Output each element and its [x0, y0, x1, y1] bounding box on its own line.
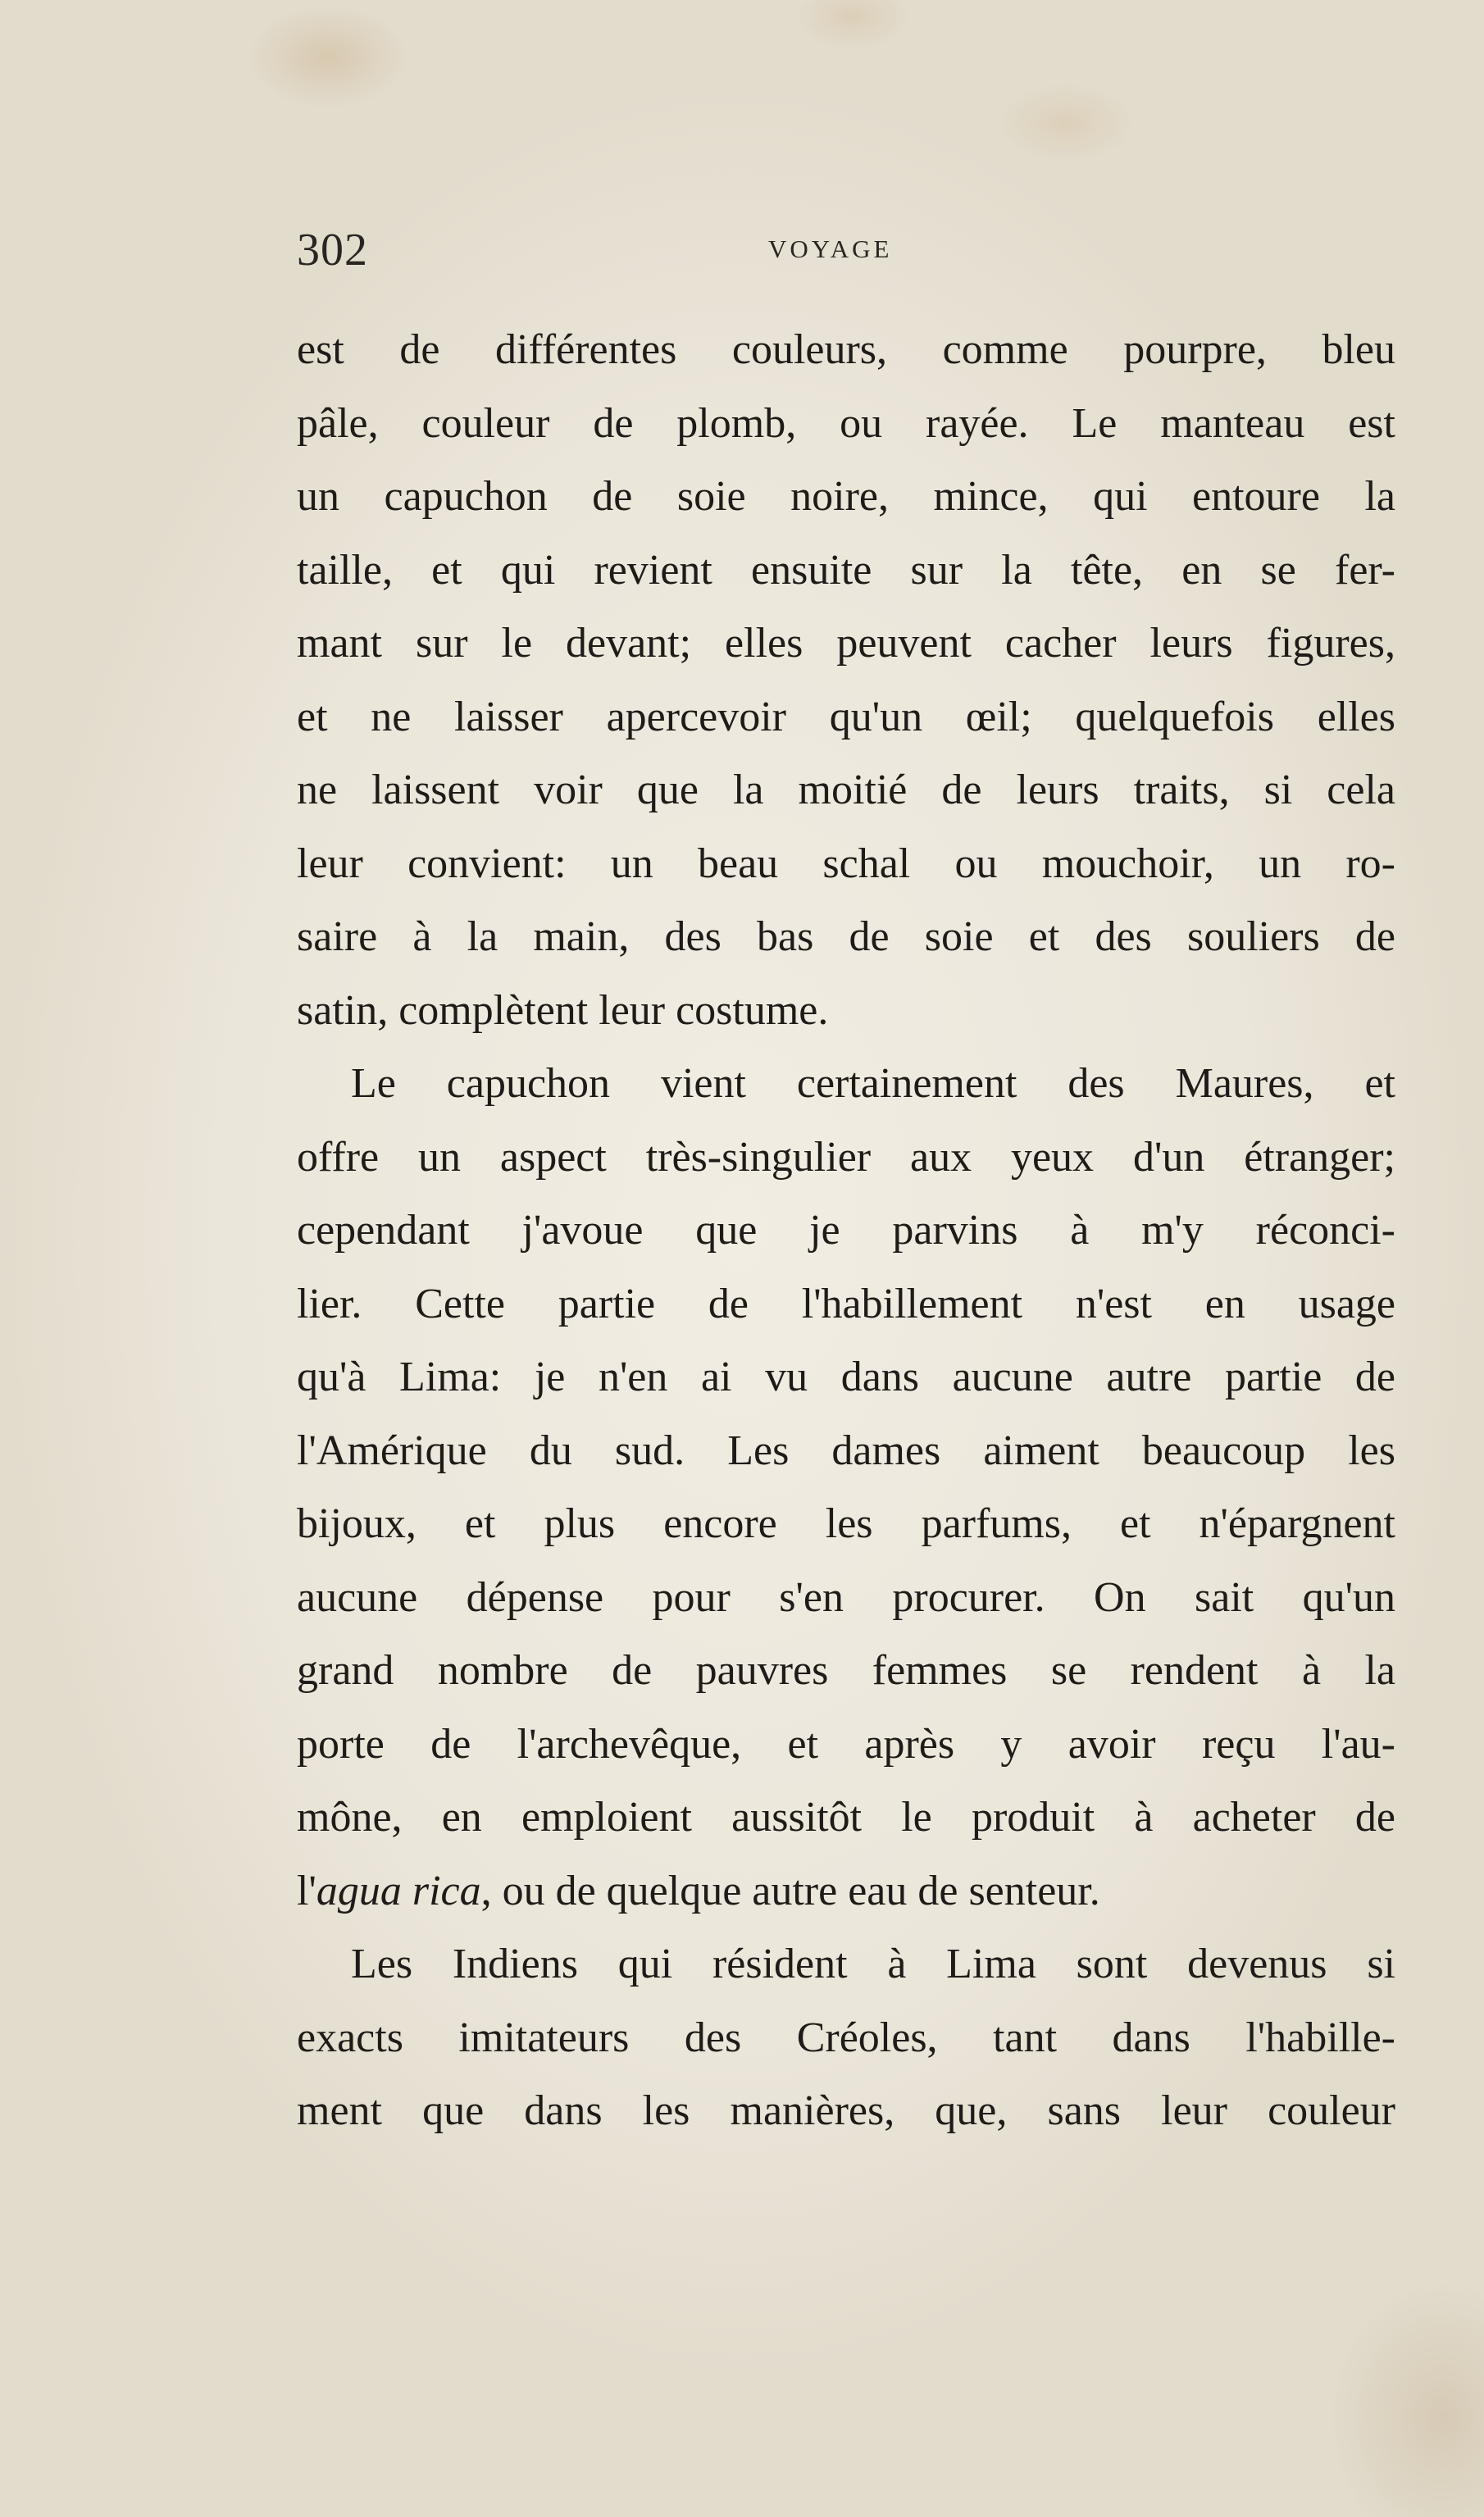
text-line: qu'à Lima: je n'en ai vu dans aucune autre partie de: [297, 1354, 1395, 1400]
page-number: 302: [297, 225, 368, 275]
text-line: saire à la main, des bas de soie et des souliers de: [297, 913, 1395, 960]
text-segment: , ou de quelque autre eau de senteur.: [480, 1867, 1100, 1914]
text-line: taille, et qui revient ensuite sur la tête, en se fer-: [297, 546, 1395, 594]
text-line: satin, complètent leur costume.: [297, 986, 829, 1034]
text-line: lier. Cette partie de l'habillement n'est en usage: [297, 1280, 1395, 1327]
running-head: [297, 221, 1395, 279]
text-line: et ne laisser apercevoir qu'un œil; quelquefois elles: [297, 693, 1395, 740]
text-line: porte de l'archevêque, et après y avoir reçu l'au-: [297, 1720, 1395, 1768]
text-line: grand nombre de pauvres femmes se rendent à la: [297, 1647, 1395, 1694]
text-line: offre un aspect très-singulier aux yeux d'un étranger;: [297, 1133, 1395, 1181]
text-line: pâle, couleur de plomb, ou rayée. Le manteau est: [297, 399, 1395, 447]
text-line: Les Indiens qui résident à Lima sont devenus si: [351, 1941, 1395, 1987]
running-title: VOYAGE: [768, 234, 893, 263]
text-line: cependant j'avoue que je parvins à m'y réconci-: [297, 1207, 1395, 1254]
text-line: un capuchon de soie noire, mince, qui entoure la: [297, 473, 1395, 520]
text-line: exacts imitateurs des Créoles, tant dans l'habille-: [297, 2014, 1395, 2061]
text-line-italic: [297, 1855, 1395, 1928]
text-line: l'Amérique du sud. Les dames aiment beaucoup les: [297, 1427, 1395, 1474]
text-line: aucune dépense pour s'en procurer. On sait qu'un: [297, 1573, 1395, 1621]
text-segment: l': [297, 1867, 316, 1914]
text-line: bijoux, et plus encore les parfums, et n'épargnent: [297, 1500, 1395, 1547]
text-line: est de différentes couleurs, comme pourpre, bleu: [297, 326, 1395, 373]
italic-phrase: agua rica: [316, 1867, 481, 1914]
text-line: ment que dans les manières, que, sans leur couleur: [297, 2087, 1395, 2134]
text-line: Le capuchon vient certainement des Maures, et: [351, 1060, 1395, 1107]
text-line: mône, en emploient aussitôt le produit à acheter de: [297, 1794, 1395, 1841]
body-text: [297, 313, 1395, 2148]
text-line: ne laissent voir que la moitié de leurs traits, si cela: [297, 767, 1395, 813]
text-line: mant sur le devant; elles peuvent cacher leurs figures,: [297, 620, 1395, 667]
text-line: leur convient: un beau schal ou mouchoir, un ro-: [297, 840, 1395, 887]
